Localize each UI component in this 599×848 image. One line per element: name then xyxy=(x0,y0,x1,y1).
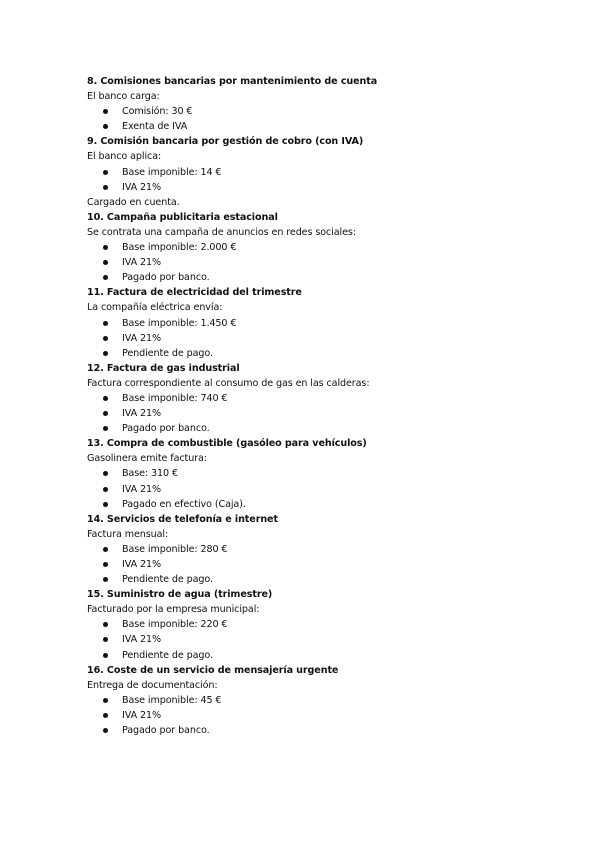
bullet-icon xyxy=(103,577,108,582)
list-item xyxy=(87,391,567,406)
list-item xyxy=(87,723,567,738)
bullet-icon xyxy=(103,547,108,552)
section-heading: 12. Factura de gas industrial xyxy=(87,362,240,374)
section-intro: El banco carga: xyxy=(87,91,160,103)
section-heading: 10. Campaña publicitaria estacional xyxy=(87,211,278,223)
list-item-text: Base imponible: 14 € xyxy=(122,166,222,178)
list-item-text: IVA 21% xyxy=(122,181,162,193)
document-section xyxy=(87,663,567,738)
section-intro: El banco aplica: xyxy=(87,151,162,163)
list-item-text: Base imponible: 220 € xyxy=(122,619,228,631)
section-intro: La compañía eléctrica envía: xyxy=(87,302,223,314)
list-item-text: Pendiente de pago. xyxy=(122,574,213,586)
list-item-text: Exenta de IVA xyxy=(122,121,188,133)
list-item-text: Base imponible: 280 € xyxy=(122,543,228,555)
document-section xyxy=(87,361,567,436)
list-item xyxy=(87,632,567,647)
bullet-icon xyxy=(103,260,108,265)
document-section xyxy=(87,285,567,360)
section-heading: 9. Comisión bancaria por gestión de cobro (con IVA) xyxy=(87,136,364,148)
list-item-text: Pagado por banco. xyxy=(122,725,210,737)
section-intro: Factura correspondiente al consumo de gas en las calderas: xyxy=(87,377,370,389)
bullet-icon xyxy=(103,471,108,476)
list-item-text: Pendiente de pago. xyxy=(122,649,213,661)
bullet-icon xyxy=(103,713,108,718)
list-item xyxy=(87,466,567,481)
list-item-text: IVA 21% xyxy=(122,559,162,570)
bullet-icon xyxy=(103,487,108,492)
section-heading: 8. Comisiones bancarias por mantenimiento de cuenta xyxy=(87,76,378,87)
list-item xyxy=(87,617,567,632)
list-item-text: IVA 21% xyxy=(122,332,162,344)
bullet-icon xyxy=(103,124,108,129)
document-section xyxy=(87,210,567,285)
bullet-icon xyxy=(103,426,108,431)
section-note: Cargado en cuenta. xyxy=(87,196,180,208)
list-item xyxy=(87,346,567,361)
bullet-icon xyxy=(103,170,108,175)
bullet-icon xyxy=(103,336,108,341)
document-section xyxy=(87,512,567,587)
bullet-icon xyxy=(103,698,108,703)
bullet-icon xyxy=(103,396,108,401)
bullet-icon xyxy=(103,351,108,356)
bullet-icon xyxy=(103,185,108,190)
bullet-icon xyxy=(103,502,108,507)
list-item xyxy=(87,331,567,346)
section-heading: 14. Servicios de telefonía e internet xyxy=(87,513,278,525)
list-item xyxy=(87,497,567,512)
list-item xyxy=(87,180,567,195)
list-item-text: Base imponible: 2.000 € xyxy=(122,242,237,254)
section-intro: Entrega de documentación: xyxy=(87,679,218,691)
document-section xyxy=(87,74,567,134)
list-item xyxy=(87,542,567,557)
list-item xyxy=(87,240,567,255)
bullet-icon xyxy=(103,245,108,250)
list-item xyxy=(87,316,567,331)
section-intro: Factura mensual: xyxy=(87,528,169,540)
document-section xyxy=(87,587,567,662)
document-section xyxy=(87,436,567,511)
list-item xyxy=(87,406,567,421)
bullet-icon xyxy=(103,728,108,733)
list-item xyxy=(87,648,567,663)
bullet-icon xyxy=(103,637,108,642)
list-item xyxy=(87,165,567,180)
list-item-text: Base imponible: 45 € xyxy=(122,694,222,706)
list-item xyxy=(87,557,567,572)
list-item-text: IVA 21% xyxy=(122,408,162,420)
bullet-icon xyxy=(103,562,108,567)
bullet-icon xyxy=(103,411,108,416)
list-item-text: Base: 310 € xyxy=(122,468,179,480)
section-heading: 16. Coste de un servicio de mensajería urgente xyxy=(87,664,339,676)
list-item xyxy=(87,693,567,708)
list-item-text: Pagado por banco. xyxy=(122,272,210,284)
section-intro: Se contrata una campaña de anuncios en redes sociales: xyxy=(87,226,356,238)
list-item-text: IVA 21% xyxy=(122,709,162,721)
list-item-text: Pendiente de pago. xyxy=(122,347,213,359)
list-item xyxy=(87,119,567,134)
list-item xyxy=(87,572,567,587)
section-heading: 13. Compra de combustible (gasóleo para vehículos) xyxy=(87,438,367,450)
list-item-text: Base imponible: 740 € xyxy=(122,392,228,404)
list-item-text: Base imponible: 1.450 € xyxy=(122,317,237,329)
list-item-text: IVA 21% xyxy=(122,634,162,646)
document-section xyxy=(87,134,567,209)
section-heading: 11. Factura de electricidad del trimestre xyxy=(87,287,302,299)
list-item xyxy=(87,270,567,285)
list-item xyxy=(87,708,567,723)
bullet-icon xyxy=(103,275,108,280)
bullet-icon xyxy=(103,321,108,326)
bullet-icon xyxy=(103,653,108,658)
list-item-text: IVA 21% xyxy=(122,257,162,269)
list-item-text: Comisión: 30 € xyxy=(122,106,193,118)
list-item xyxy=(87,255,567,270)
list-item-text: Pagado en efectivo (Caja). xyxy=(122,498,246,510)
bullet-icon xyxy=(103,622,108,627)
section-heading: 15. Suministro de agua (trimestre) xyxy=(87,589,273,601)
list-item-text: IVA 21% xyxy=(122,483,162,495)
bullet-icon xyxy=(103,109,108,114)
list-item xyxy=(87,104,567,119)
list-item xyxy=(87,482,567,497)
list-item xyxy=(87,421,567,436)
list-item-text: Pagado por banco. xyxy=(122,423,210,435)
document-body xyxy=(87,74,567,738)
section-intro: Facturado por la empresa municipal: xyxy=(87,604,260,616)
section-intro: Gasolinera emite factura: xyxy=(87,453,207,465)
